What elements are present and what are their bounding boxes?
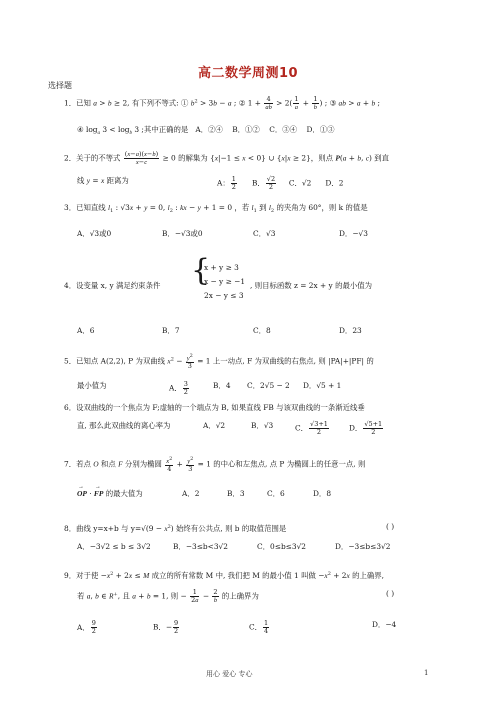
q3-option-c: C．√3 (253, 229, 276, 238)
q4-option-b: B．7 (162, 326, 180, 335)
q4-constraint-1: x + y ≥ 3 (204, 263, 239, 272)
section-heading: 选择题 (48, 81, 72, 90)
q6-line-2: 直, 那么此双曲线的离心率为 A．√2 B．√3 C． $\frac{√3+1}{2}$ D． $\frac{√5+1}{2}$ (77, 420, 383, 436)
q8-line-1: 8．曲线 y=x+b 与 $y=√(9 - x^2)$ 始终有公共点, 则 b 的取值范围是 ( ) (64, 522, 395, 533)
q3-options (77, 229, 467, 239)
page-number: 1 (424, 669, 429, 677)
q9-answer-paren: ( ) (386, 589, 395, 598)
q2-line-2: 线 y = x 距离为 A： $\frac{1}{2}$ B． $\frac{√2}{2}$ C．√2 D．2 (77, 175, 344, 191)
q8-option-a: A．−3√2 ≤ b ≤ 3√2 (77, 542, 151, 551)
q2-line-1: 2．关于的不等式 $\frac{(x-a)(x-b)}{x-c}$ ≥ 0 的解集为 {x|−1 ≤ x < 0} ∪ {x|x ≥ 2}，则点 P(a + b, c) 到直 (64, 150, 390, 166)
q1-line-2: ④ $\log_a 3 < \log_b 3$ ;其中正确的是 A．②④ B．①② C．③④ D．①③ (77, 125, 335, 136)
q8-option-b: B．−3≤b<3√2 (173, 542, 228, 551)
q5-line-1: 5．已知点 A(2,2), P 为双曲线 $x^2$ − $\frac{y^2}{3}$ = 1 上一动点, F 为双曲线的右焦点, 则 |PA|+|PF| 的 (64, 353, 374, 370)
q9-line-1: 9．对于使 $-x^2 + 2x \le M$ 成立的所有常数 M 中, 我们把 M 的最小值 1 叫做 $-x^2 + 2x$ 的上确界, (64, 571, 385, 580)
q4-constraint-3: 2x − y ≤ 3 (204, 291, 244, 300)
q4-tail: , 则目标函数 z = 2x + y 的最小值为 (250, 281, 373, 290)
q5-line-2: 最小值为 A． $\frac{3}{2}$ B．4 C．2√5 − 2 D．√5 + 1 (77, 380, 342, 396)
q9-line-2: 若 a, b ∈ R+, 且 a + b = 1, 则 − $\frac{1}{2a}$ − $\frac{2}{b}$ 的上确界为 ( ) (77, 588, 395, 604)
q8-answer-paren: ( ) (386, 522, 395, 531)
q3-line-1: 3．已知直线 $l_1$ : √3x + y = 0, $l_2$ : kx − y + 1 = 0 ，若 $l_1$ 到 $l_2$ 的夹角为 60°，则 k 的值是 (64, 203, 368, 214)
q3-option-b: B．−√3或0 (162, 229, 203, 238)
q9-options: A． $\frac{9}{2}$ B．− $\frac{9}{2}$ C． $\frac{1}{4}$ D．−4 (77, 619, 397, 635)
q7-line-2: → OP · → FP 的最大值为 A．2 B．3 C．6 D．8 (77, 489, 467, 499)
q8-options (77, 542, 467, 552)
footer-slogan: 用心 爱心 专心 (206, 670, 253, 678)
q4-brace: { (191, 253, 211, 288)
q4-option-a: A．6 (77, 326, 95, 335)
q4-option-d: D．23 (339, 326, 362, 335)
q6-line-1: 6．设双曲线的一个焦点为 F;虚轴的一个端点为 B, 如果直线 FB 与该双曲线的一条渐近线垂 (64, 403, 365, 412)
q3-option-a: A．√3或0 (77, 229, 112, 238)
q3-option-d: D．−√3 (339, 229, 368, 238)
q5-stem-end: 最小值为 (77, 381, 107, 390)
q8-option-c: C．0≤b≤3√2 (257, 542, 306, 551)
q6-stem-end: 直, 那么此双曲线的离心率为 (77, 421, 171, 430)
q4-constraint-2: x − y ≥ −1 (204, 277, 246, 286)
q4-stem: 4．设变量 x, y 满足约束条件 (64, 281, 161, 290)
page-title: 高二数学周测10 (197, 66, 299, 81)
q4-option-c: C．8 (253, 326, 271, 335)
q8-option-d: D．−3≤b≤3√2 (335, 542, 391, 551)
q1-line-1: 1．已知 a > b ≥ 2, 有下列不等式: ① $b^2 > 3b - a$ ; ② 1 + $\frac{4}{ab}$ > 2( $\frac{1}{a}$ + $\frac{1}{b}$ ) ; ③ ab > a + b ; (64, 95, 380, 111)
q4-options (77, 326, 467, 336)
q7-line-1: 7．若点 O 和点 F 分别为椭圆 $\frac{x^2}{4}$ + $\frac{y^2}{3}$ = 1 的中心和左焦点, 点 P 为椭圆上的任意一点, 则 (64, 456, 366, 473)
